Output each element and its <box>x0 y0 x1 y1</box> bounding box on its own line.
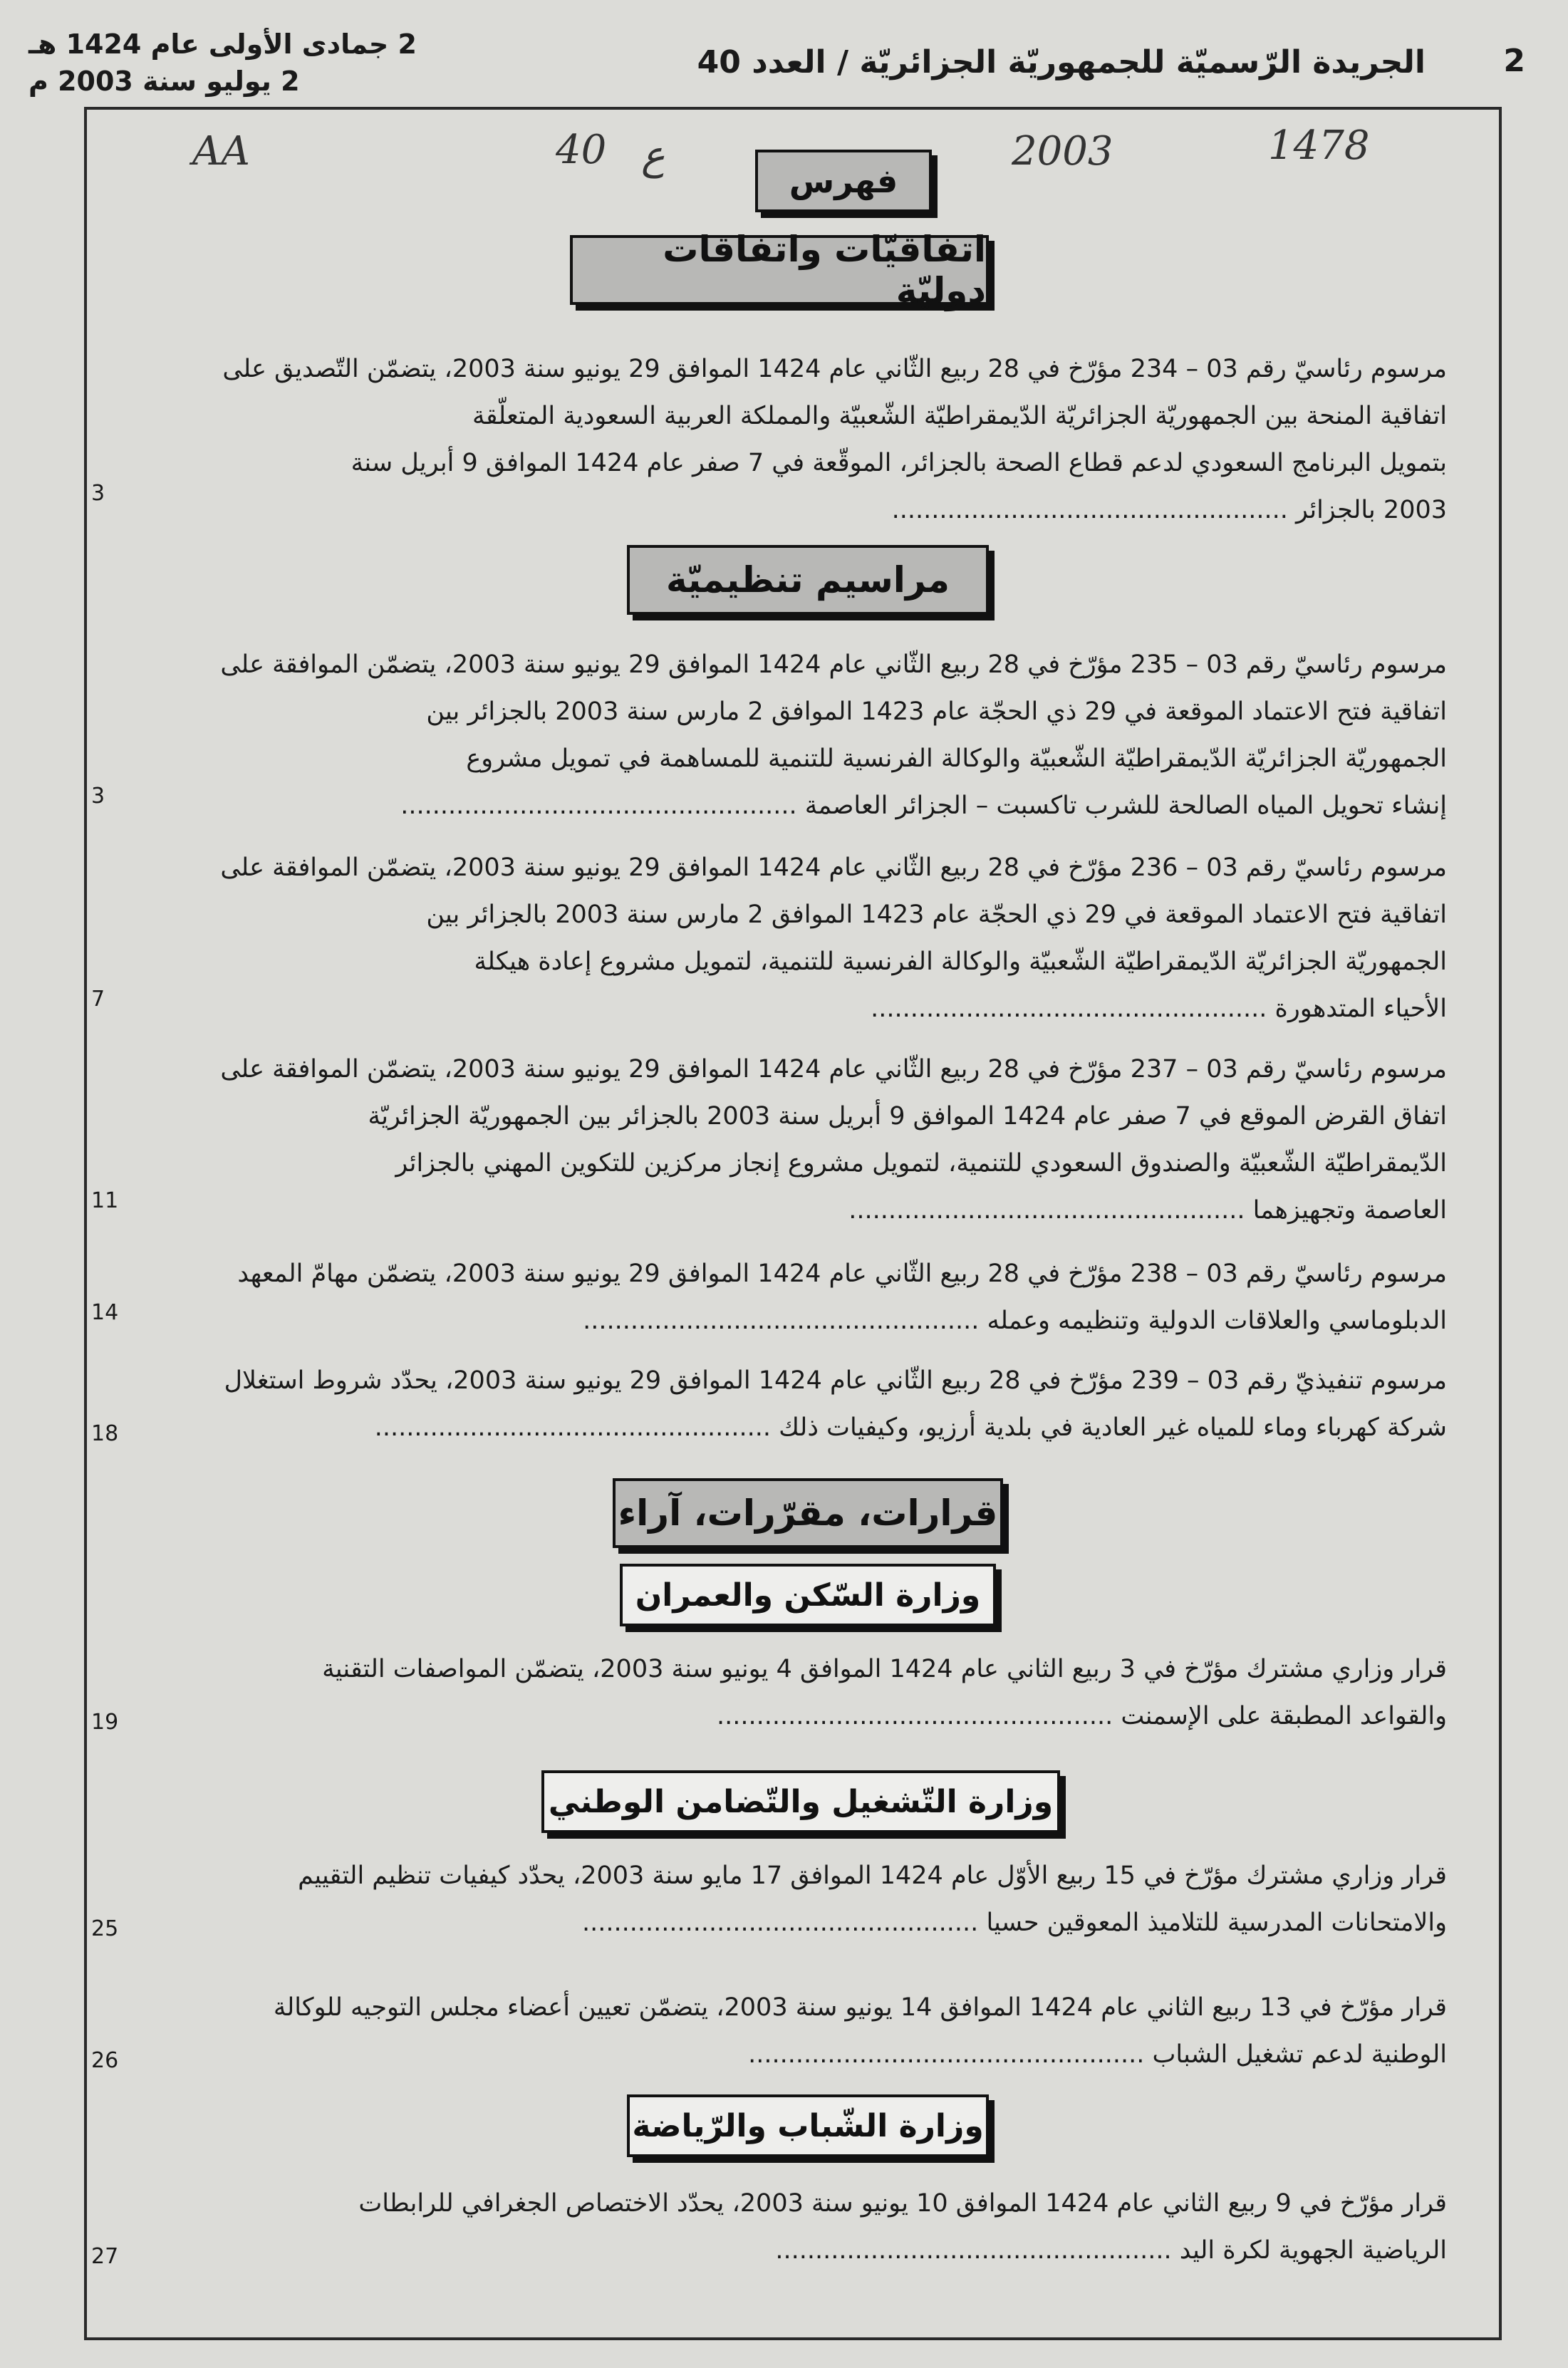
handwritten-note: ع <box>641 133 665 179</box>
toc-entry <box>193 1357 1447 1451</box>
entry-line: الجمهوريّة الجزائريّة الدّيمقراطيّة الشّعبيّة والوكالة الفرنسية للتنمية، لتمويل مشروع إعادة هيكلة <box>474 947 1447 976</box>
entry-line: مرسوم رئاسيّ رقم 03 – 238 مؤرّخ في 28 ربيع الثّاني عام 1424 الموافق 29 يونيو سنة 2003، يتضمّن مهامّ المعهد <box>237 1260 1447 1288</box>
page-ref: 14 <box>91 1300 119 1325</box>
toc-entry <box>193 1852 1447 1946</box>
page-header <box>0 28 1568 107</box>
toc-entry <box>193 1984 1447 2078</box>
page-number: 2 <box>1503 43 1525 79</box>
entry-line: الرياضية الجهوية لكرة اليد <box>1179 2236 1447 2265</box>
entry-line: قرار مؤرّخ في 13 ربيع الثاني عام 1424 الموافق 14 يونيو سنة 2003، يتضمّن تعيين أعضاء مجلس التوجيه للوكالة <box>273 1993 1447 2022</box>
dot-leader: .................................................. <box>583 1307 980 1335</box>
page-ref: 11 <box>91 1188 119 1213</box>
dot-leader: .................................................. <box>716 1702 1113 1730</box>
entry-line: 2003 بالجزائر <box>1296 496 1447 524</box>
handwritten-note: AA <box>192 128 250 175</box>
entry-line: والقواعد المطبقة على الإسمنت <box>1121 1702 1447 1730</box>
page-ref: 26 <box>91 2048 119 2073</box>
page-ref: 27 <box>91 2244 119 2269</box>
section-heading-regulatory: مراسيم تنظيميّة <box>627 545 989 615</box>
ministry-heading-employment: وزارة التّشغيل والتّضامن الوطني <box>541 1770 1060 1833</box>
entry-line: بتمويل البرنامج السعودي لدعم قطاع الصحة بالجزائر، الموقّعة في 7 صفر عام 1424 الموافق 9 أبريل سنة <box>351 449 1447 477</box>
ministry-heading-youth: وزارة الشّباب والرّياضة <box>627 2094 989 2157</box>
handwritten-note: 40 <box>556 127 607 173</box>
page-ref: 18 <box>91 1421 119 1446</box>
handwritten-note: 2003 <box>1012 128 1113 175</box>
toc-entry <box>193 844 1447 1032</box>
dot-leader: .................................................. <box>582 1909 979 1937</box>
dot-leader: .................................................. <box>871 995 1267 1023</box>
entry-line: الجمهوريّة الجزائريّة الدّيمقراطيّة الشّعبيّة والوكالة الفرنسية للتنمية للمساهمة في تمويل مشروع <box>466 744 1447 773</box>
entry-line: مرسوم رئاسيّ رقم 03 – 237 مؤرّخ في 28 ربيع الثّاني عام 1424 الموافق 29 يونيو سنة 2003، يتضمّن الموافقة على <box>220 1055 1447 1084</box>
entry-line: إنشاء تحويل المياه الصالحة للشرب تاكسبت – الجزائر العاصمة <box>804 791 1447 820</box>
entry-line: الأحياء المتدهورة <box>1274 995 1447 1023</box>
toc-entry <box>193 2180 1447 2274</box>
entry-line: مرسوم رئاسيّ رقم 03 – 234 مؤرّخ في 28 ربيع الثّاني عام 1424 الموافق 29 يونيو سنة 2003، يتضمّن التّصديق على <box>222 355 1447 383</box>
entry-line: قرار مؤرّخ في 9 ربيع الثاني عام 1424 الموافق 10 يونيو سنة 2003، يحدّد الاختصاص الجغرافي للرابطات <box>358 2189 1447 2218</box>
page-ref: 3 <box>91 784 105 809</box>
entry-line: اتفاق القرض الموقع في 7 صفر عام 1424 الموافق 9 أبريل سنة 2003 بالجزائر بين الجمهوريّة الجزائريّة <box>368 1102 1447 1131</box>
page-ref: 3 <box>91 481 105 506</box>
gazette-title: الجريدة الرّسميّة للجمهوريّة الجزائريّة / العدد 40 <box>697 44 1426 81</box>
date-gregorian: 2 يوليو سنة 2003 م <box>28 66 300 97</box>
page-ref: 7 <box>91 987 105 1012</box>
dot-leader: .................................................. <box>848 1196 1245 1225</box>
entry-line: قرار وزاري مشترك مؤرّخ في 15 ربيع الأوّل عام 1424 الموافق 17 مايو سنة 2003، يحدّد كيفيات تنظيم التقييم <box>298 1861 1447 1890</box>
dot-leader: .................................................. <box>400 791 797 820</box>
page-ref: 25 <box>91 1916 119 1941</box>
entry-line: مرسوم تنفيذيّ رقم 03 – 239 مؤرّخ في 28 ربيع الثّاني عام 1424 الموافق 29 يونيو سنة 2003، يحدّد شروط استغلال <box>224 1366 1447 1395</box>
dot-leader: .................................................. <box>775 2236 1172 2265</box>
entry-line: الدبلوماسي والعلاقات الدولية وتنظيمه وعمله <box>987 1307 1447 1335</box>
dot-leader: .................................................. <box>748 2040 1145 2069</box>
toc-entry <box>193 1646 1447 1740</box>
toc-entry <box>193 1250 1447 1344</box>
dot-leader: .................................................. <box>374 1413 772 1442</box>
entry-line: مرسوم رئاسيّ رقم 03 – 236 مؤرّخ في 28 ربيع الثّاني عام 1424 الموافق 29 يونيو سنة 2003، يتضمّن الموافقة على <box>220 853 1447 882</box>
entry-line: الوطنية لدعم تشغيل الشباب <box>1152 2040 1447 2069</box>
dot-leader: .................................................. <box>891 496 1288 524</box>
section-heading-decisions: قرارات، مقرّرات، آراء <box>613 1478 1003 1548</box>
entry-line: اتفاقية فتح الاعتماد الموقعة في 29 ذي الحجّة عام 1423 الموافق 2 مارس سنة 2003 بالجزائر بين <box>426 697 1447 726</box>
entry-line: اتفاقية المنحة بين الجمهوريّة الجزائريّة الدّيمقراطيّة الشّعبيّة والمملكة العربية السعودية المتعلّقة <box>472 402 1447 430</box>
entry-line: والامتحانات المدرسية للتلاميذ المعوقين حسيا <box>986 1909 1447 1937</box>
entry-line: الدّيمقراطيّة الشّعبيّة والصندوق السعودي للتنمية، لتمويل مشروع إنجاز مركزين للتكوين المهني بالجزائر <box>395 1149 1447 1178</box>
handwritten-note: 1478 <box>1268 123 1370 169</box>
entry-line: اتفاقية فتح الاعتماد الموقعة في 29 ذي الحجّة عام 1423 الموافق 2 مارس سنة 2003 بالجزائر بين <box>426 900 1447 929</box>
entry-line: مرسوم رئاسيّ رقم 03 – 235 مؤرّخ في 28 ربيع الثّاني عام 1424 الموافق 29 يونيو سنة 2003، يتضمّن الموافقة على <box>220 650 1447 679</box>
toc-entry <box>193 641 1447 829</box>
ministry-heading-housing: وزارة السّكن والعمران <box>620 1564 996 1626</box>
entry-line: العاصمة وتجهيزهما <box>1252 1196 1447 1225</box>
section-heading-intl: اتفاقيّات واتفاقات دوليّة <box>570 235 989 305</box>
entry-line: شركة كهرباء وماء للمياه غير العادية في بلدية أرزيو، وكيفيات ذلك <box>779 1413 1447 1442</box>
date-hijri: 2 جمادى الأولى عام 1424 هـ <box>28 28 417 60</box>
page-ref: 19 <box>91 1710 119 1735</box>
entry-line: قرار وزاري مشترك مؤرّخ في 3 ربيع الثاني عام 1424 الموافق 4 يونيو سنة 2003، يتضمّن المواصفات التقنية <box>322 1655 1447 1683</box>
toc-entry <box>193 346 1447 534</box>
toc-title: فهرس <box>755 150 932 212</box>
toc-entry <box>193 1046 1447 1234</box>
